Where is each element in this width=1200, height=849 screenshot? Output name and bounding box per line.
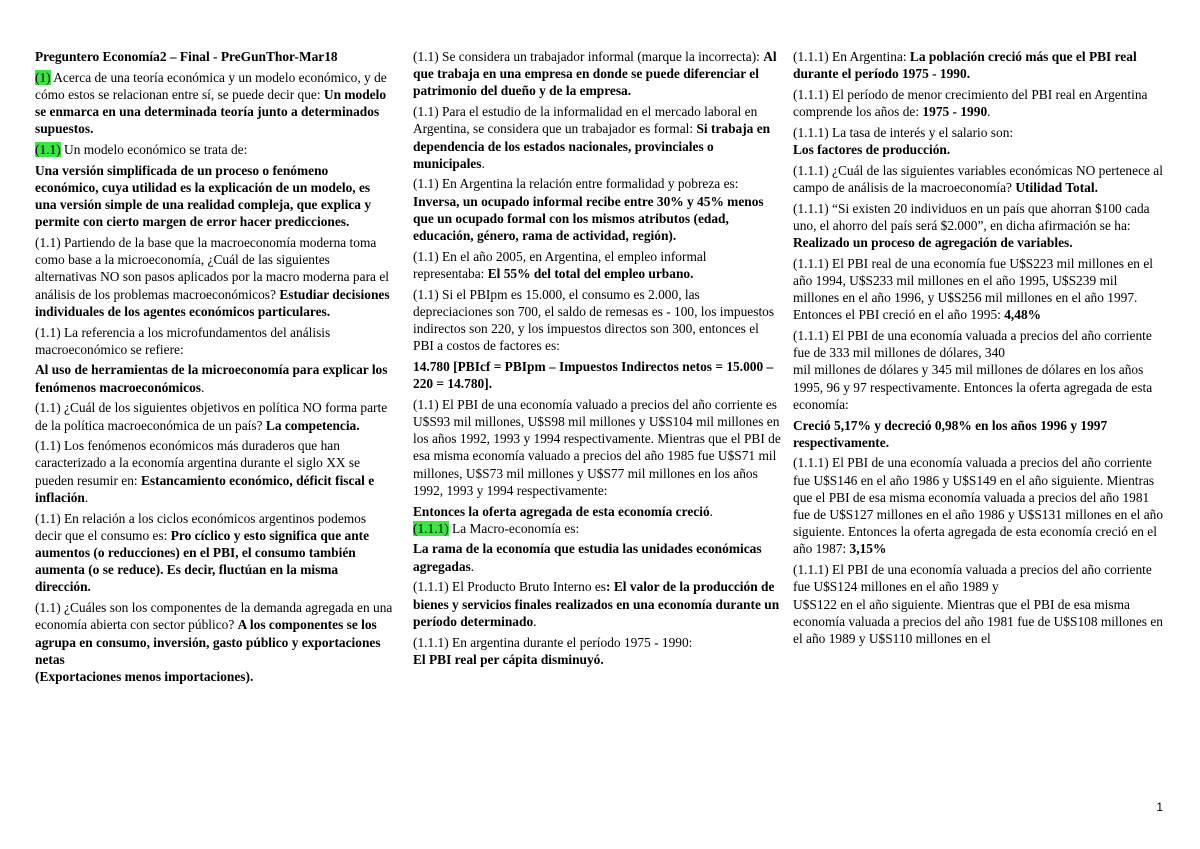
answer-text: Estudiar decisiones individuales de los agentes económicos particulares. xyxy=(35,286,390,319)
question-text: (1.1) En el año 2005, en Argentina, el empleo informal representaba: xyxy=(413,248,707,281)
question-text: U$S122 en el año siguiente. Mientras que el PBI de esa misma economía valuada a precios del año 1981 fue de U$S108 millones en el año 1989 y U$S110 millones en el xyxy=(793,596,1163,646)
answer-text: Una versión simplificada de un proceso o fenómeno económico, cuya utilidad es la explicación de un modelo, es una versión simple de una realidad compleja, que explica y permite con cierto margen de error hacer predicciones. xyxy=(35,162,372,230)
question-text: (1.1.1) “Si existen 20 individuos en un país que ahorran $100 cada uno, el ahorro del país será $2.000”, en dicha afirmación se ha: xyxy=(793,200,1150,233)
column-right xyxy=(793,48,1165,651)
question-paragraph xyxy=(413,503,781,520)
question-text: (1.1) ¿Cuál de los siguientes objetivos en política NO forma parte de la política macroeconómica de un país? xyxy=(35,400,388,433)
question-paragraph xyxy=(413,286,781,355)
answer-text: Al uso de herramientas de la microeconomía para explicar los fenómenos macroeconómicos xyxy=(35,362,388,395)
question-text: (1.1) En relación a los ciclos económicos argentinos podemos decir que el consumo es: xyxy=(35,510,367,543)
question-text: . xyxy=(533,613,537,629)
question-text: (1.1.1) El PBI de una economía valuada a precios del año corriente fue U$S124 millones en el año 1989 y xyxy=(793,562,1152,595)
question-paragraph xyxy=(413,48,781,100)
answer-text: Entonces la oferta agregada de esta economía creció xyxy=(413,503,710,519)
answer-text: Estancamiento económico, déficit fiscal e inflación xyxy=(35,472,375,505)
answer-text: Realizado un proceso de agregación de variables. xyxy=(793,235,1073,251)
question-paragraph xyxy=(413,358,781,392)
answer-text: (Exportaciones menos importaciones). xyxy=(35,668,254,684)
answer-text: La población creció más que el PBI real durante el período 1975 - 1990. xyxy=(793,49,1137,82)
question-text: (1.1) En Argentina la relación entre formalidad y pobreza es: xyxy=(413,176,739,192)
page-number: 1 xyxy=(1156,800,1163,814)
question-paragraph xyxy=(35,48,393,65)
question-text: (1.1.1) El PBI de una economía valuada a precios del año corriente fue U$S146 en el año 1986 y U$S149 en el año siguiente. Mientras que el PBI de esa misma economía valuada a precios del año 1981 fue de U$S127 millones en el año 1986 y U$S131 millones en el año siguiente. Entonces la oferta agregada de esta economía creció en el año 1987: xyxy=(793,455,1164,557)
question-text: (1.1.1) El Producto Bruto Interno es xyxy=(413,579,607,595)
question-paragraph xyxy=(793,200,1165,252)
question-paragraph xyxy=(413,634,781,651)
question-text: . xyxy=(481,155,485,171)
question-number-highlight: (1) xyxy=(35,69,51,85)
answer-text: Inversa, un ocupado informal recibe entre 30% y 45% menos que un ocupado formal con los mismos atributos (edad, educación, género, rama de actividad, región). xyxy=(413,193,764,244)
question-text: Acerca de una teoría económica y un modelo económico, y de cómo estos se relacionan entre sí, se puede decir que: xyxy=(35,69,387,102)
question-paragraph xyxy=(793,124,1165,141)
answer-text: Preguntero Economía2 – Final - PreGunThor-Mar18 xyxy=(35,49,338,64)
question-paragraph xyxy=(35,668,393,685)
question-text: (1.1.1) La tasa de interés y el salario son: xyxy=(793,124,1014,140)
answer-text: Creció 5,17% y decreció 0,98% en los años 1996 y 1997 respectivamente. xyxy=(793,417,1108,450)
question-paragraph xyxy=(793,255,1165,324)
question-paragraph xyxy=(35,510,393,596)
question-text: (1.1) La referencia a los microfundamentos del análisis macroeconómico se refiere: xyxy=(35,324,331,357)
question-text: (1.1.1) En Argentina: xyxy=(793,49,910,64)
question-text: (1.1.1) El PBI de una economía valuada a precios del año corriente fue de 333 mil millones de dólares, 340 xyxy=(793,328,1152,361)
question-paragraph xyxy=(35,599,393,668)
question-text: (1.1) Para el estudio de la informalidad en el mercado laboral en Argentina, se considera que un trabajador es formal: xyxy=(413,104,758,137)
question-paragraph xyxy=(413,248,781,282)
question-text: (1.1.1) El período de menor crecimiento del PBI real en Argentina comprende los años de: xyxy=(793,86,1148,120)
question-text: (1.1.1) En argentina durante el período 1975 - 1990: xyxy=(413,634,693,650)
question-text: (1.1.1) El PBI real de una economía fue U$S223 mil millones en el año 1994, U$S233 mil millones en el año 1995, U$S239 mil millones en el año 1996, y U$S256 mil millones en el año 1997. Entonces el PBI creció en el año 1995: xyxy=(793,255,1153,323)
question-paragraph xyxy=(793,327,1165,361)
answer-text: 14.780 [PBIcf = PBIpm – Impuestos Indirectos netos = 15.000 – 220 = 14.780]. xyxy=(413,358,774,392)
question-paragraph xyxy=(35,324,393,358)
question-paragraph xyxy=(793,48,1165,82)
answer-text: Al que trabaja en una empresa en donde se puede diferenciar el patrimonio del dueño y de la empresa. xyxy=(413,49,777,99)
answer-text: La rama de la economía que estudia las unidades económicas agregadas xyxy=(413,541,762,574)
answer-text: : El valor de la producción de bienes y servicios finales realizados en una economía durante un período determinado xyxy=(413,579,780,629)
question-paragraph xyxy=(793,596,1165,648)
answer-text: Los factores de producción. xyxy=(793,142,951,158)
question-paragraph xyxy=(35,162,393,231)
column-middle xyxy=(413,48,781,671)
question-paragraph xyxy=(413,651,781,668)
answer-text: El 55% del total del empleo urbano. xyxy=(487,265,694,281)
question-text: (1.1) Si el PBIpm es 15.000, el consumo es 2.000, las depreciaciones son 700, el saldo de remesas es - 100, los impuestos indirectos son 220, y los impuestos directos son 300, entonces el PBI a costos de factores es: xyxy=(413,286,775,354)
question-text: (1.1.1) ¿Cuál de las siguientes variables económicas NO pertenece al campo de análisis de la macroeconomía? xyxy=(793,162,1163,195)
question-text: . xyxy=(84,489,89,505)
question-number-highlight: (1.1) xyxy=(35,142,61,158)
answer-text: 4,48% xyxy=(1004,307,1042,323)
question-text: (1.1) Partiendo de la base que la macroeconomía moderna toma como base a la microeconomía, ¿Cuál de las siguientes alternativas NO son pasos aplicados por la macro moderna para el análisis de los problemas macroeconómicos? xyxy=(35,235,389,302)
answer-text: Utilidad Total. xyxy=(1015,179,1098,195)
question-text: . xyxy=(709,503,713,519)
question-paragraph xyxy=(35,234,393,320)
question-paragraph xyxy=(793,86,1165,120)
question-paragraph xyxy=(793,361,1165,413)
answer-text: El PBI real per cápita disminuyó. xyxy=(413,651,604,667)
question-paragraph xyxy=(35,399,393,433)
question-paragraph xyxy=(413,520,781,537)
question-paragraph xyxy=(793,417,1165,451)
question-text: La Macro-economía es: xyxy=(448,520,580,536)
answer-text: Pro cíclico y esto significa que ante aumentos (o reducciones) en el PBI, el consumo también aumenta (o se reduce). Es decir, fluctúan en la misma dirección. xyxy=(35,527,370,595)
question-text: Un modelo económico se trata de: xyxy=(60,142,248,158)
question-paragraph xyxy=(35,437,393,506)
answer-text: 3,15% xyxy=(849,541,887,557)
question-paragraph xyxy=(793,162,1165,196)
question-text: (1.1) El PBI de una economía valuado a precios del año corriente es U$S93 mil millones, U$S98 mil millones y U$S104 mil millones en los años 1992, 1993 y 1994 respectivamente. Mientras que el PBI de esa misma economía valuado a precios del año 1985 fue U$S71 mil millones, U$S73 mil millones y U$S77 mil millones en los años 1992, 1993 y 1994 respectivamente: xyxy=(413,396,781,498)
question-paragraph xyxy=(413,540,781,574)
question-paragraph xyxy=(35,141,393,158)
question-paragraph xyxy=(413,103,781,172)
question-paragraph xyxy=(35,69,393,138)
question-paragraph xyxy=(793,561,1165,595)
column-left xyxy=(35,48,393,689)
question-number-highlight: (1.1.1) xyxy=(413,520,449,536)
question-text: (1.1) Se considera un trabajador informal (marque la incorrecta): xyxy=(413,49,764,64)
answer-text: A los componentes se los agrupa en consumo, inversión, gasto público y exportaciones netas xyxy=(35,617,381,667)
question-paragraph xyxy=(793,454,1165,557)
answer-text: 1975 - 1990 xyxy=(922,104,988,120)
answer-text: La competencia. xyxy=(265,417,360,433)
answer-text: Si trabaja en dependencia de los estados nacionales, provinciales o municipales xyxy=(413,121,771,171)
question-paragraph xyxy=(35,361,393,395)
question-text: (1.1) ¿Cuáles son los componentes de la demanda agregada en una economía abierta con sector público? xyxy=(35,600,393,633)
question-text: . xyxy=(200,379,205,395)
question-paragraph xyxy=(413,396,781,499)
question-text: . xyxy=(987,104,991,120)
question-text: . xyxy=(470,558,475,574)
answer-text: Un modelo se enmarca en una determinada teoría junto a determinados supuestos. xyxy=(35,86,387,137)
question-paragraph xyxy=(793,141,1165,158)
question-text: mil millones de dólares y 345 mil millones de dólares en los años 1995, 96 y 97 respectivamente. Entonces la oferta agregada de esta economía: xyxy=(793,362,1153,412)
question-text: (1.1) Los fenómenos económicos más duraderos que han caracterizado a la economía argentina durante el siglo XX se pueden resumir en: xyxy=(35,438,361,488)
question-paragraph xyxy=(413,175,781,244)
question-paragraph xyxy=(413,578,781,630)
